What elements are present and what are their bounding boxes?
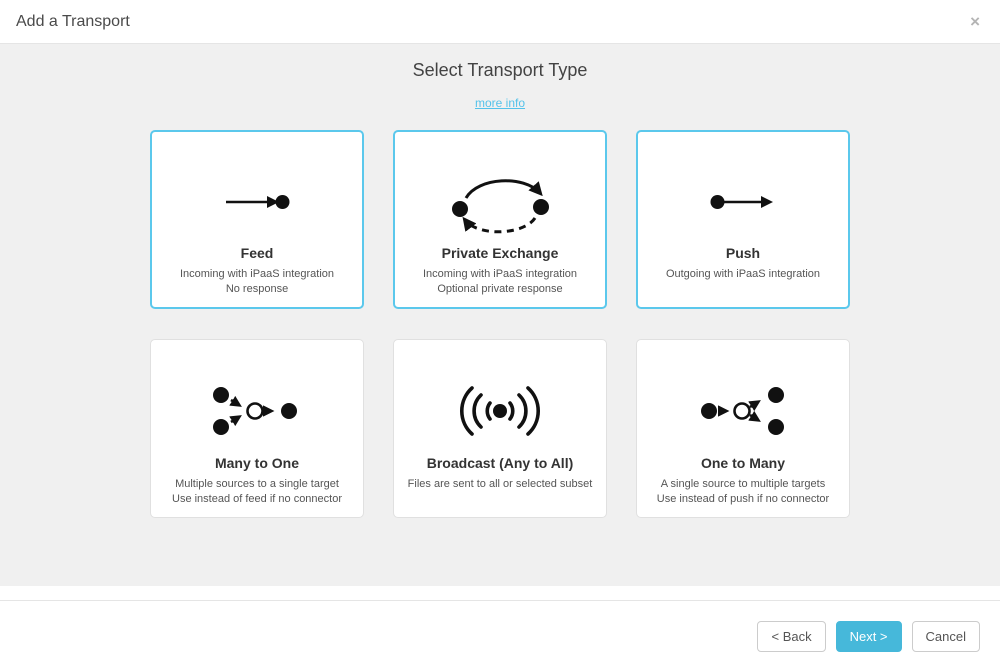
body-footer-gap — [0, 586, 1000, 600]
dialog-body — [0, 44, 1000, 586]
card-title: Feed — [240, 245, 274, 261]
close-icon[interactable]: × — [966, 11, 984, 32]
dialog-title: Add a Transport — [16, 12, 130, 30]
transport-card-many-to-one[interactable] — [150, 339, 364, 518]
transport-card-private-exchange[interactable] — [393, 130, 607, 309]
card-description-line: Outgoing with iPaaS integration — [665, 268, 821, 280]
dialog-header — [0, 0, 1000, 44]
card-description-line: Use instead of push if no connector — [656, 493, 830, 505]
feed-icon — [224, 189, 290, 215]
card-title: One to Many — [700, 455, 785, 471]
more-info-link[interactable]: more info — [474, 96, 526, 110]
card-description-line: Use instead of feed if no connector — [172, 493, 342, 505]
card-description-line: Multiple sources to a single target — [175, 478, 339, 490]
private-exchange-icon — [444, 167, 556, 237]
transport-card-push[interactable] — [636, 130, 850, 309]
card-title: Many to One — [214, 455, 299, 471]
one-to-many-icon — [697, 385, 789, 437]
dialog-footer — [0, 600, 1000, 667]
page-title: Select Transport Type — [412, 60, 588, 80]
card-description-line: No response — [225, 283, 289, 295]
back-button[interactable]: < Back — [757, 621, 825, 652]
card-description-line: A single source to multiple targets — [660, 478, 826, 490]
transport-type-grid — [150, 130, 850, 518]
broadcast-icon — [451, 383, 549, 439]
transport-card-feed[interactable] — [150, 130, 364, 309]
card-title: Push — [725, 245, 761, 261]
transport-card-broadcast[interactable] — [393, 339, 607, 518]
push-icon — [710, 189, 776, 215]
card-title: Private Exchange — [441, 245, 559, 261]
cancel-button[interactable]: Cancel — [912, 621, 980, 652]
transport-card-one-to-many[interactable] — [636, 339, 850, 518]
card-description-line: Incoming with iPaaS integration — [179, 268, 335, 280]
many-to-one-icon — [211, 385, 303, 437]
card-description-line: Incoming with iPaaS integration — [422, 268, 578, 280]
next-button[interactable]: Next > — [836, 621, 902, 652]
card-description-line: Files are sent to all or selected subset — [407, 478, 593, 490]
card-description-line: Optional private response — [437, 283, 563, 295]
card-title: Broadcast (Any to All) — [426, 455, 574, 471]
